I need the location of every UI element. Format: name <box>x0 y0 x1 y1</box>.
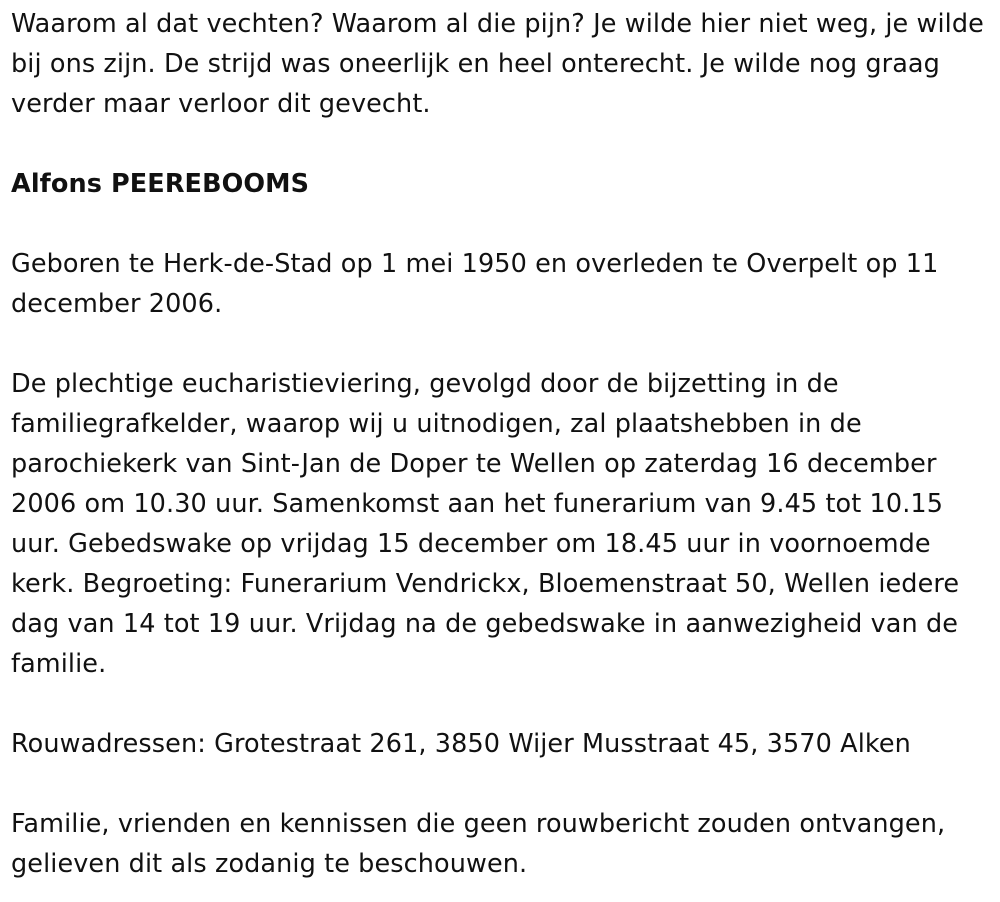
deceased-name: Alfons PEEREBOOMS <box>11 169 310 199</box>
mourning-addresses: Rouwadressen: Grotestraat 261, 3850 Wijer Musstraat 45, 3570 Alken <box>11 729 911 759</box>
ceremony-details: De plechtige eucharistieviering, gevolgd door de bijzetting in de familiegrafkelder, waarop wij u uitnodigen, zal plaatshebben in de parochiekerk van Sint-Jan de Doper te Wellen op zaterdag 16 december 2006 om 10.30 uur. Samenkomst aan het funerarium van 9.45 tot 10.15 uur. Gebedswake op vrijdag 15 december om 18.45 uur in voornoemde kerk. Begroeting: Funerarium Vendrickx, Bloemenstraat 50, Wellen iedere dag van 14 tot 19 uur. Vrijdag na de gebedswake in aanwezigheid van de familie. <box>11 369 960 679</box>
birth-death-info: Geboren te Herk-de-Stad op 1 mei 1950 en overleden te Overpelt op 11 december 2006. <box>11 249 939 319</box>
death-notice <box>11 4 996 884</box>
closing-note: Familie, vrienden en kennissen die geen rouwbericht zouden ontvangen, gelieven dit als zodanig te beschouwen. <box>11 809 946 879</box>
memorial-poem: Waarom al dat vechten? Waarom al die pijn? Je wilde hier niet weg, je wilde bij ons zijn. De strijd was oneerlijk en heel onterecht. Je wilde nog graag verder maar verloor dit gevecht. <box>11 9 984 119</box>
